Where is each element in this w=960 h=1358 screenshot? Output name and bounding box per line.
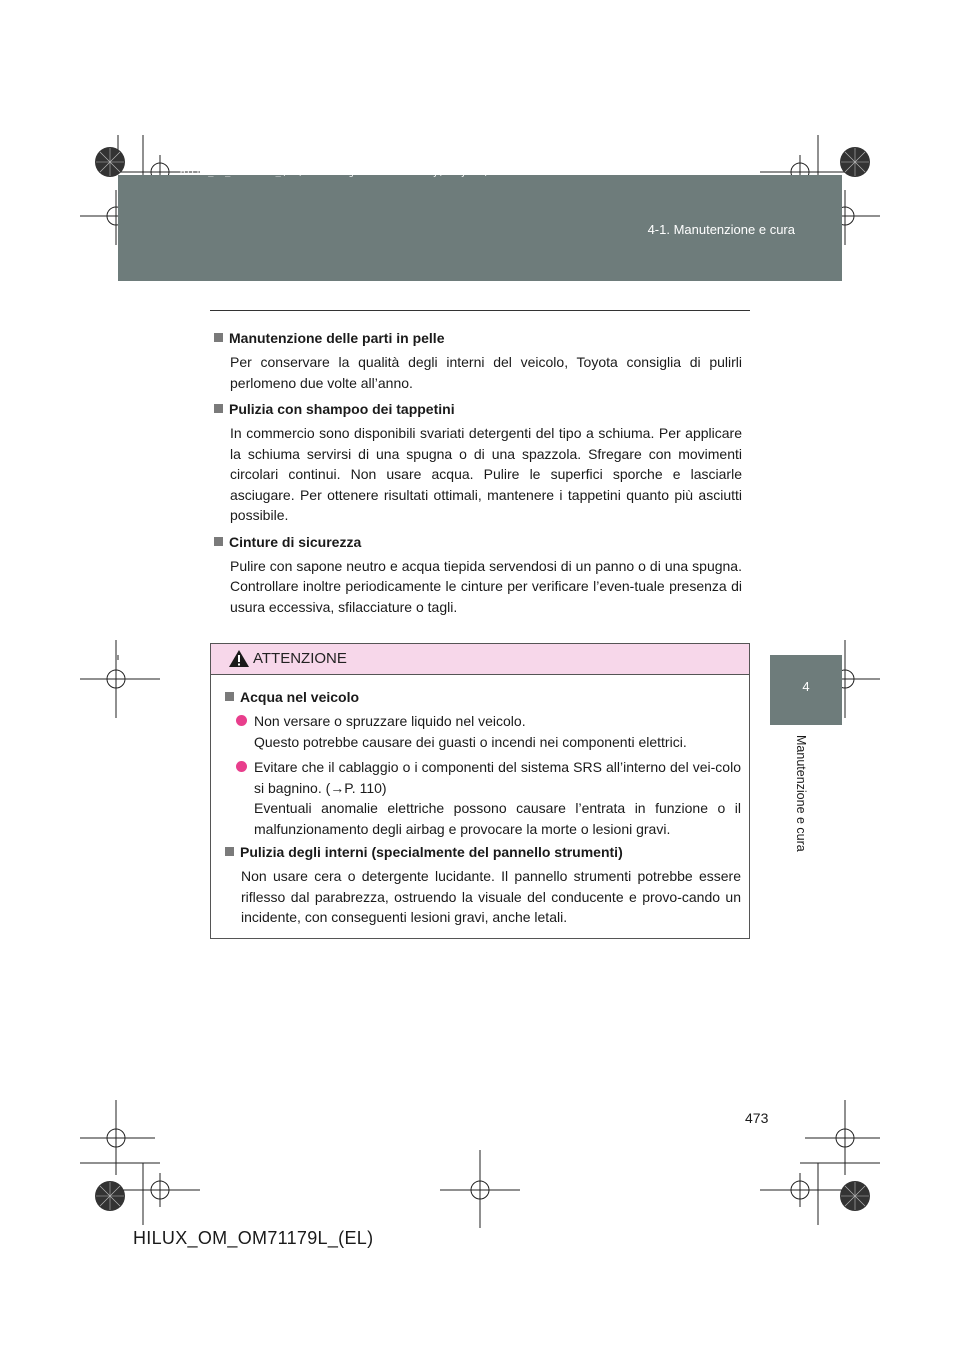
square-bullet-icon bbox=[214, 537, 223, 546]
section-heading bbox=[212, 330, 742, 346]
chapter-side-label-text: Manutenzione e cura bbox=[794, 735, 808, 852]
section-title: 4-1. Manutenzione e cura bbox=[647, 222, 795, 237]
warning-paragraph: Non usare cera o detergente lucidante. Il pannello strumenti potrebbe essere riflesso dal parabrezza, ostruendo la visuale del conducente e provo-cando un incidente, con conseguenti lesioni gravi, anche letali. bbox=[241, 868, 741, 925]
warning-bullet bbox=[223, 711, 741, 752]
warning-bullet bbox=[223, 757, 741, 839]
warning-subheading-text: Pulizia degli interni (specialmente del pannello strumenti) bbox=[240, 844, 623, 860]
section-heading-text: Pulizia con shampoo dei tappetini bbox=[229, 401, 455, 417]
page-number: 473 bbox=[745, 1110, 769, 1126]
square-bullet-icon bbox=[214, 333, 223, 342]
chapter-tab-number: 4 bbox=[802, 679, 810, 694]
warning-box bbox=[210, 643, 750, 939]
warning-subheading-text: Acqua nel veicolo bbox=[240, 689, 360, 705]
warning-header bbox=[211, 644, 749, 675]
section-heading bbox=[212, 534, 742, 550]
square-bullet-icon bbox=[225, 692, 234, 701]
section-paragraph: In commercio sono disponibili svariati detergenti del tipo a schiuma. Per applicare la schiuma servirsi di una spugna o di una spazzola. Sfregare con movimenti circolari continui. Non usare acqua. Pulire le superfici sporche e lasciarle asciugare. Per ottenere risultati ottimali, mantenere i tappetini quanto più asciutti possibile. bbox=[230, 425, 742, 523]
pink-dot-icon bbox=[236, 761, 247, 772]
section-heading bbox=[212, 401, 742, 417]
section-paragraph: Per conservare la qualità degli interni del veicolo, Toyota consiglia di pulirli perlomeno due volte all’anno. bbox=[230, 354, 742, 391]
section-heading-text: Manutenzione delle parti in pelle bbox=[229, 330, 445, 346]
warning-triangle-icon bbox=[228, 649, 250, 668]
warning-body bbox=[211, 675, 749, 928]
top-rule bbox=[210, 310, 750, 311]
bullet-line: Questo potrebbe causare dei guasti o incendi nei componenti elettrici. bbox=[254, 733, 687, 750]
square-bullet-icon bbox=[225, 847, 234, 856]
main-content bbox=[212, 322, 742, 625]
document-code: HILUX_OM_OM71179L_(EL) bbox=[133, 1228, 374, 1248]
pink-dot-icon bbox=[236, 715, 247, 726]
bullet-line: Non versare o spruzzare liquido nel veicolo. bbox=[254, 713, 526, 729]
book-stamp: HILUX_OM_OM71179L_(EL).book Page 473 Wednesday, May 16, 2012 11:37 AM bbox=[180, 168, 568, 178]
warning-subheading bbox=[223, 689, 741, 705]
bullet-line: Eventuali anomalie elettriche possono causare l’entrata in funzione o il malfunzionamento degli airbag e provocare la morte o lesioni gravi. bbox=[254, 800, 741, 837]
section-heading-text: Cinture di sicurezza bbox=[229, 533, 362, 550]
warning-subheading bbox=[223, 844, 741, 860]
warning-title: ATTENZIONE bbox=[253, 650, 347, 667]
chapter-tab bbox=[770, 655, 842, 725]
section-paragraph: Pulire con sapone neutro e acqua tiepida servendosi di un panno o di una spugna. Controllare inoltre periodicamente le cinture per verificare l’even-tuale presenza di usura eccessiva, sfilacciature o tagli. bbox=[230, 557, 742, 615]
bullet-line: Evitare che il cablaggio o i componenti del sistema SRS all’interno del vei-colo si bagnino. (→P. 110) bbox=[254, 759, 741, 796]
square-bullet-icon bbox=[214, 404, 223, 413]
